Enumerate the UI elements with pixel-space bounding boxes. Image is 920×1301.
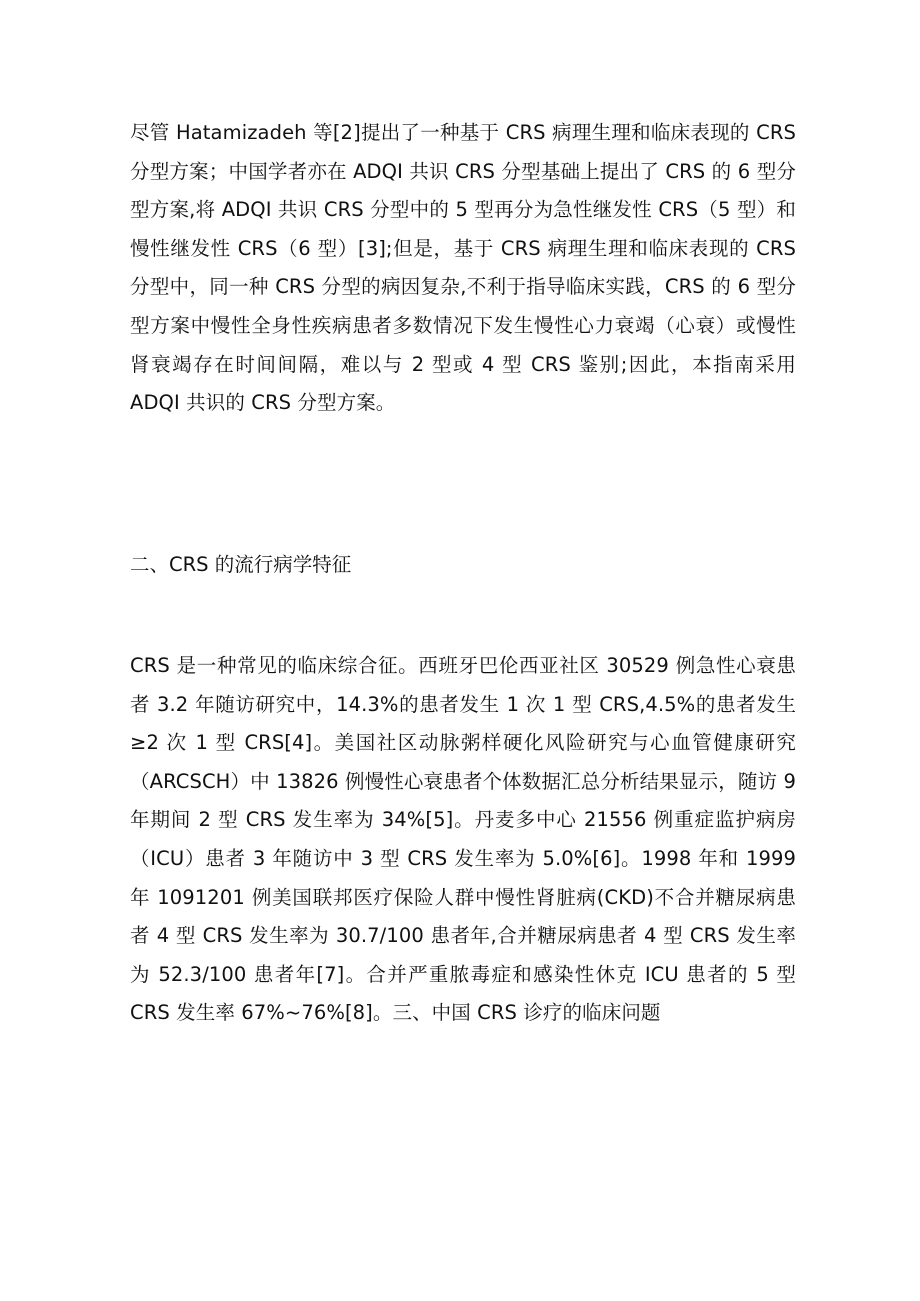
section-heading-epidemiology: 二、CRS 的流行病学特征 [130,553,352,576]
paragraph-crs-epidemiology: CRS 是一种常见的临床综合征。西班牙巴伦西亚社区 30529 例急性心衰患者 3.2 年随访研究中，14.3%的患者发生 1 次 1 型 CRS,4.5%的患者发生≥2 次 1 型 CRS[4]。美国社区动脉粥样硬化风险研究与心血管健康研究（ARCSCH）中 13826 例慢性心衰患者个体数据汇总分析结果显示，随访 9 年期间 2 型 CRS 发生率为 34%[5]。丹麦多中心 21556 例重症监护病房（ICU）患者 3 年随访中 3 型 CRS 发生率为 5.0%[6]。1998 年和 1999 年 1091201 例美国联邦医疗保险人群中慢性肾脏病(CKD)不合并糖尿病患者 4 型 CRS 发生率为 30.7/100 患者年,合并糖尿病患者 4 型 CRS 发生率为 52.3/100 患者年[7]。合并严重脓毒症和感染性休克 ICU 患者的 5 型 CRS 发生率 67%~76%[8]。三、中国 CRS 诊疗的临床问题 [130,654,796,1025]
paragraph-crs-classification: 尽管 Hatamizadeh 等[2]提出了一种基于 CRS 病理生理和临床表现的 CRS 分型方案；中国学者亦在 ADQI 共识 CRS 分型基础上提出了 CRS 的 6 型分型方案,将 ADQI 共识 CRS 分型中的 5 型再分为急性继发性 CRS（5 型）和慢性继发性 CRS（6 型）[3];但是，基于 CRS 病理生理和临床表现的 CRS 分型中，同一种 CRS 分型的病因复杂,不利于指导临床实践，CRS 的 6 型分型方案中慢性全身性疾病患者多数情况下发生慢性心力衰竭（心衰）或慢性肾衰竭存在时间间隔，难以与 2 型或 4 型 CRS 鉴别;因此，本指南采用 ADQI 共识的 CRS 分型方案。 [130,121,796,415]
